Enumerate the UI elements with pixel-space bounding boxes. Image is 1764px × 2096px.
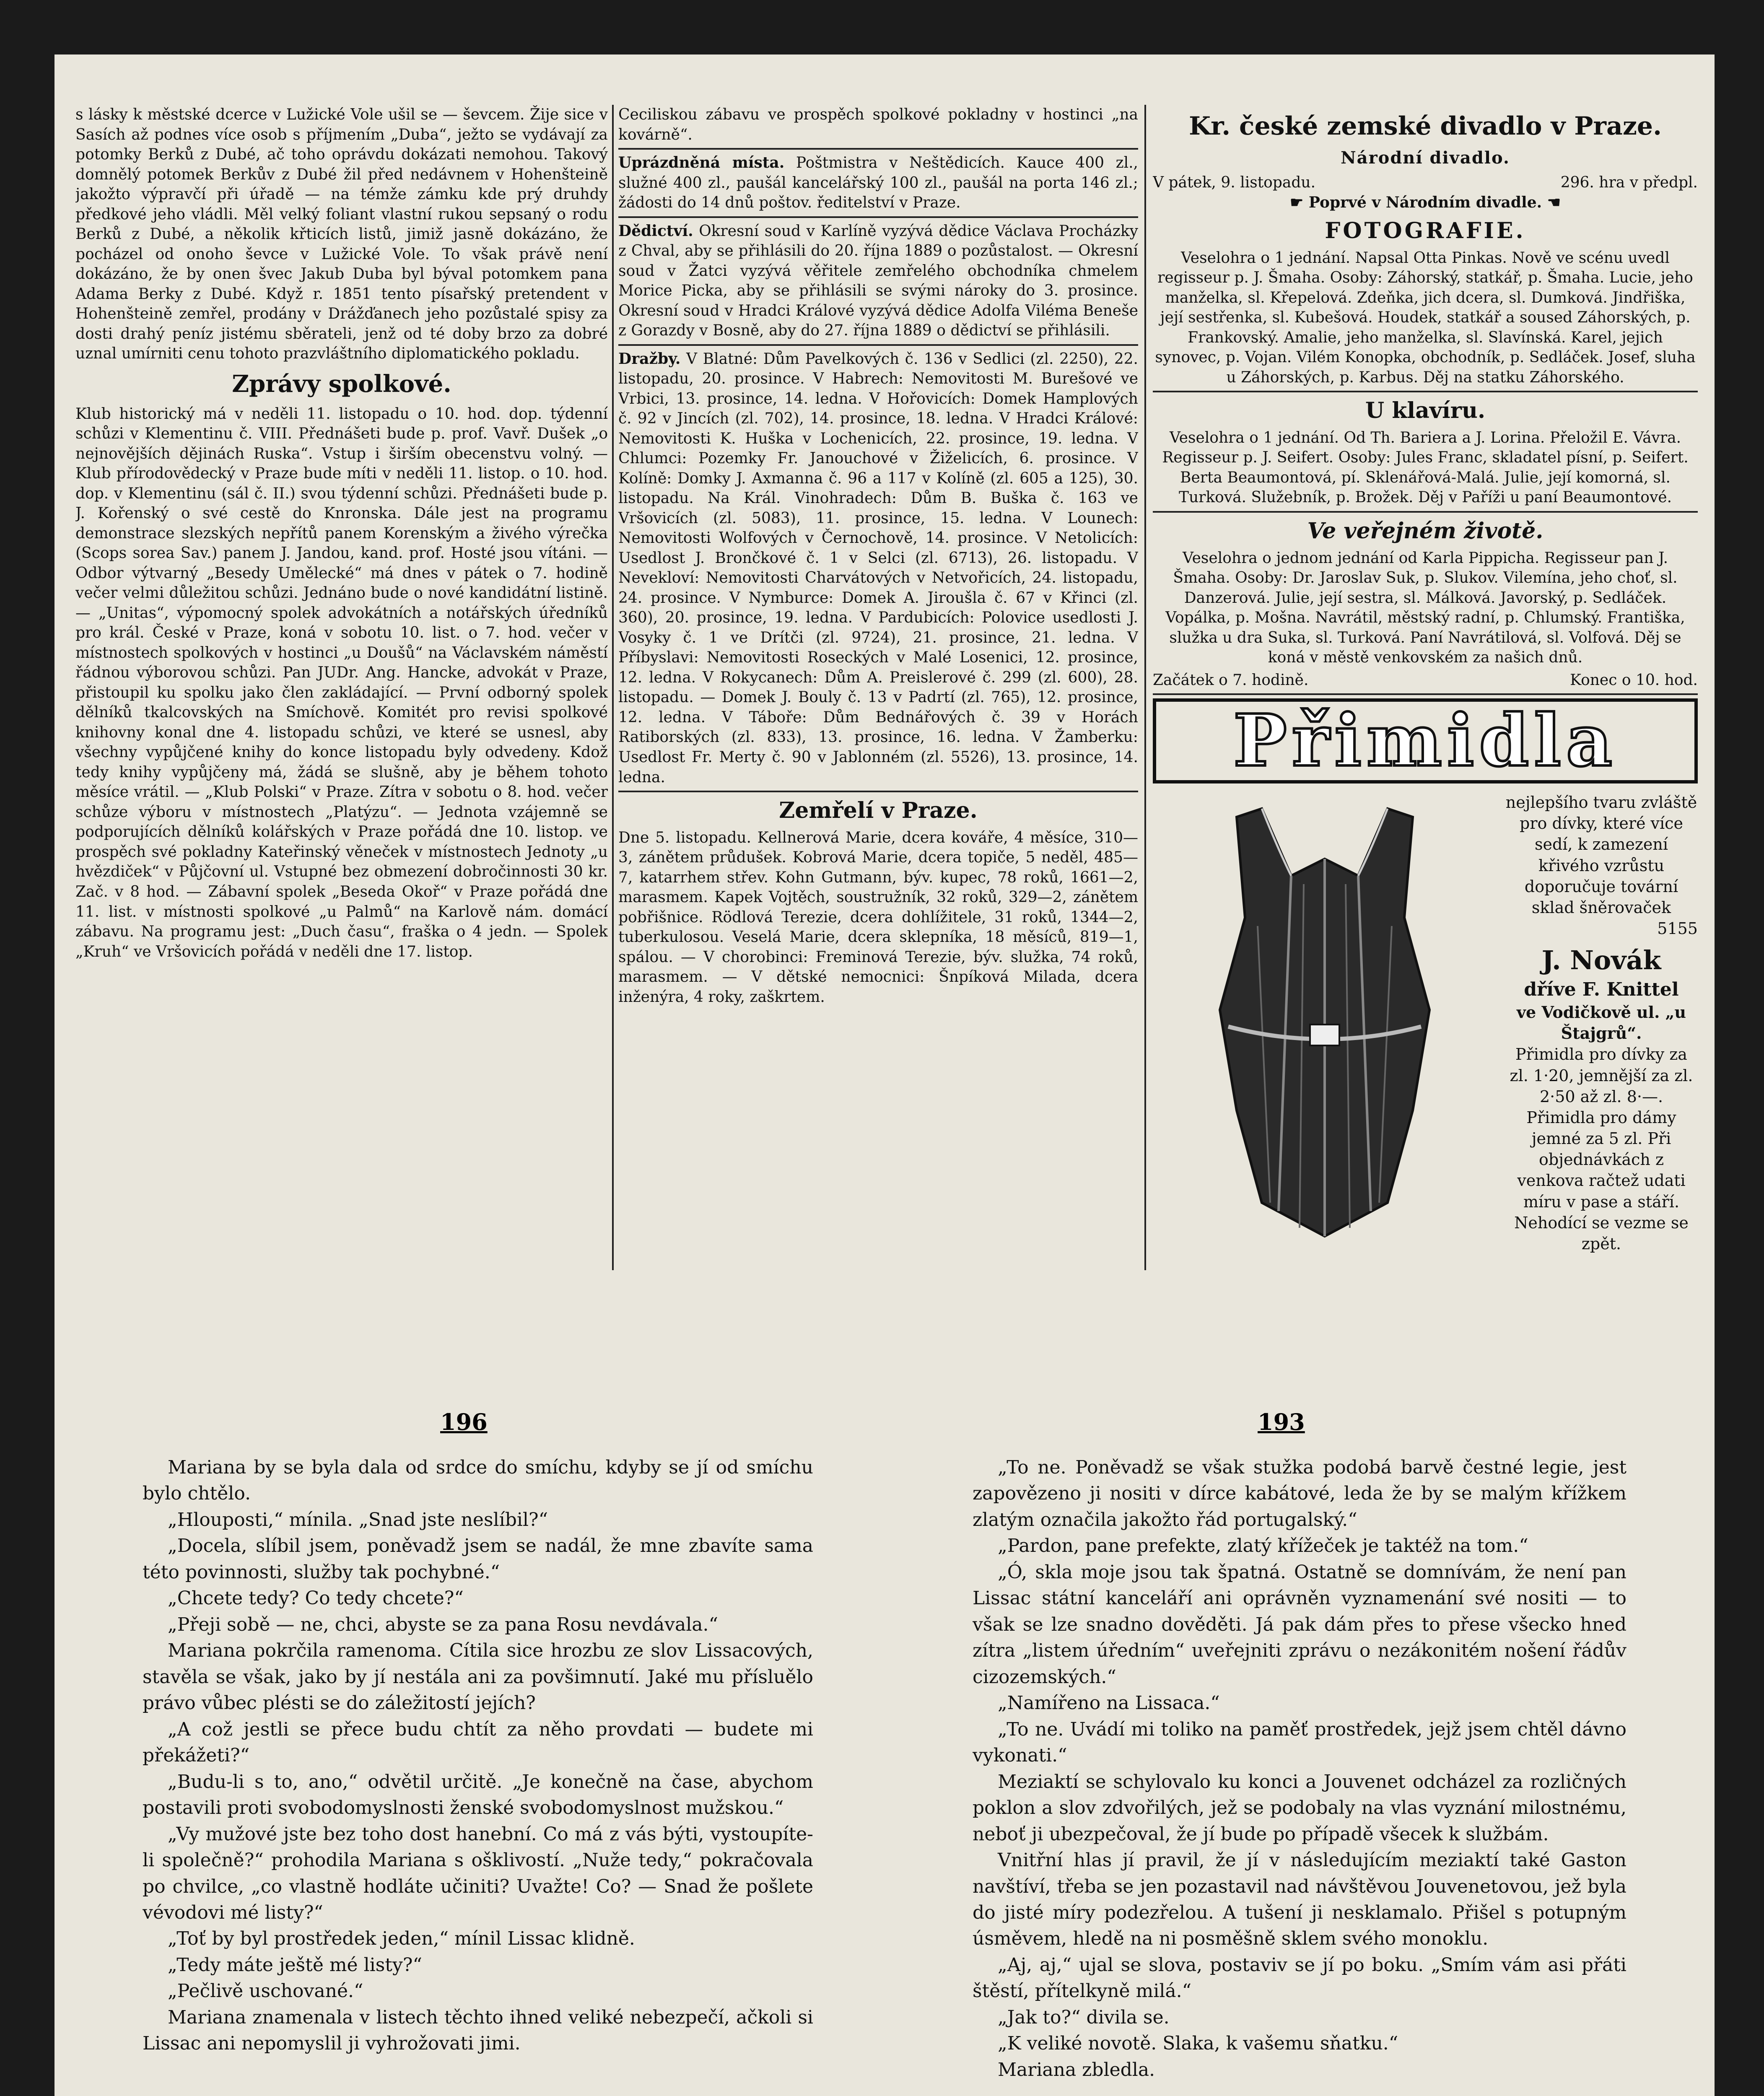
novel-paragraph: „Vy mužové jste bez toho dost hanební. Co má z vás býti, vystoupíte-li společně?“ prohodila Mariana s ošklivostí. „Nuže tedy,“ pokračovala po chvilce, „co vlastně hodláte učiniti? Uvažte! Co? — Snad že pošlete vévodovi mé listy?“ — [143, 1823, 813, 1923]
inheritance-text: Okresní soud v Karlíně vyzývá dědice Václava Procházky z Chval, aby se přihlásili do 20. října 1889 o pozůstalost. — Okresní soud v Žatci vyzývá věřitele zemřelého obchodníka chmelem Morice Picka, aby se přihlásili se svými nároky do 3. prosince. Okresní soud v Hradci Králové vyzývá dědice Adolfa Viléma Beneše z Gorazdy v Bosně, aby do 27. října 1889 o dědictví se přihlásili. — [618, 222, 1138, 340]
column-divider — [1144, 105, 1146, 1270]
ad-prices: Přimidla pro dívky za zl. 1·20, jemnější za zl. 2·50 až zl. 8·—. Přimidla pro dámy jemné za 5 zl. Při objednávkách z venkova račtež udati míru v pase a stáří. Nehodící se vezme se zpět. — [1510, 1045, 1693, 1253]
play-times-row — [1153, 670, 1698, 690]
novel-paragraph: „A což jestli se přece budu chtít za něho provdati — budete mi překážeti?“ — [143, 1718, 813, 1767]
pointing-hand-icon: ☛ — [1290, 193, 1304, 211]
novel-paragraph: „Přeji sobě — ne, chci, abyste se za pana Rosu nevdávala.“ — [168, 1614, 718, 1635]
novel-paragraph: „Docela, slíbil jsem, poněvadž jsem se nadál, že mne zbavíte sama této povinnosti, služby tak pochybné.“ — [143, 1535, 813, 1583]
column-divider — [612, 105, 614, 1270]
ad-address: ve Vodičkově ul. „u Štajgrů“. — [1516, 1003, 1686, 1043]
ad-code: 5155 — [1657, 919, 1698, 938]
ad-description: nejlepšího tvaru zvláště pro dívky, které více sedí, k zamezení křivého vzrůstu doporučuje tovární sklad šněrovaček — [1505, 793, 1697, 917]
section-heading-club-news: Zprávy spolkové. — [232, 370, 451, 398]
divider — [1153, 391, 1698, 392]
ad-previous-owner: dříve F. Knittel — [1524, 979, 1679, 1001]
club-news-text: Klub historický má v neděli 11. listopadu o 10. hod. dop. týdenní schůzi v Klementinu č. VIII. Přednášeti bude p. prof. Vavř. Dušek „o nejnovějších dějinách Ruska“. Vstup i širším obecenstvu volný. — Klub přírodovědecký v Praze bude míti v neděli 11. listop. o 10. hod. dop. v Klementinu (sál č. II.) svou týdenní schůzi. Přednášeti bude p. J. Kořenský o své cestě do Knronska. Dále jest na programu demonstrace slezských nepřítů panem Korenským a živého výrečka (Scops sorea Sav.) panem J. Jandou, kand. prof. Hosté jsou vítáni. — Odbor výtvarný „Besedy Umělecké“ má dnes v pátek o 7. hodině večer velmi důležitou schůzi. Jednáno bude o nové kandidátní listině. — „Unitas“, výpomocný spolek advokátních a notářských úředníků pro král. České v Praze, koná v sobotu 10. list. o 7. hod. večer v místnostech spolkových v hostinci „u Doušů“ na Václavském náměstí řádnou výborovou schůzi. Pan JUDr. Ang. Hancke, advokát v Praze, přistoupil ku spolku jako člen zakládající. — První odborný spolek dělníků tkalcovských na Smíchově. Komitét pro revisi spolkové knihovny konal dne 4. listopadu schůzi, ve které se usnesl, aby všechny vypůjčené knihy do konce listopadu byly odvedeny. Kdož tedy knihy vypůjčeny má, žádá se slušně, aby je během tohoto měsíce vrátil. — „Klub Polski“ v Praze. Zítra v sobotu o 8. hod. večer schůze výboru v místnostech „Platýzu“. — Jednota vzájemně se podporujících dělníků kolářských v Praze pořádá dne 10. listop. ve prospěch své pokladny Kateřinský věneček v místnostech Jednoty „u hvězdiček“ v Půjčovní ul. Vstupné bez obmezení dobročinnosti 30 kr. Zač. v 8 hod. — Zábavní spolek „Beseda Okoř“ v Praze pořádá dne 11. list. v místnosti spolkové „u Palmů“ na Karlově nám. domácí zábavu. Na programu jest: „Duch času“, fraška o 4 jedn. — Spolek „Kruh“ ve Vršovicích pořádá v neděli dne 17. listop. — [75, 405, 608, 960]
novel-paragraph: „Pečlivě uschované.“ — [168, 1980, 363, 2002]
vacancies-text: Poštmistra v Neštědicích. Kauce 400 zl., služné 400 zl., paušál kancelářský 100 zl., paušál na porta 146 zl.; žádosti do 14 dnů poštov. ředitelství v Praze. — [618, 154, 1138, 212]
theatre-heading: Kr. české zemské divadlo v Praze. — [1189, 112, 1662, 141]
corset-illustration — [1153, 792, 1497, 1253]
novel-paragraph: „Budu-li s to, ano,“ odvětil určitě. „Je konečně na čase, abychom postavili proti svobodomyslnosti ženské svobodomyslnost mužskou.“ — [143, 1771, 813, 1819]
theatre-date-row — [1153, 173, 1698, 193]
novel-paragraph: „Pardon, pane prefekte, zlatý křížeček je taktéž na tom.“ — [998, 1535, 1528, 1557]
novel-right-page — [973, 1455, 1627, 2096]
column-middle — [618, 105, 1138, 1270]
pointing-hand-icon: ☚ — [1547, 193, 1561, 211]
novel-paragraph: Mariana znamenala v listech těchto ihned veliké nebezpečí, ačkoli si Lissac ani nepomyslil ji vyhrožovati jimi. — [143, 2006, 813, 2054]
ad-title: Přimidla — [1153, 698, 1698, 783]
novel-paragraph: Vnitřní hlas jí pravil, že jí v následujícím meziaktí také Gaston navštíví, třeba se jen pozastavil nad návštěvou Jouvenetovou, jež byla do jisté míry podezřelou. A tušení ji nesklamalo. Přišel s potupným úsměvem, hledě na ni posměšně sklem svého monoklu. — [973, 1850, 1627, 1950]
inheritance-label: Dědictví. — [618, 222, 693, 240]
theatre-subheading: Národní divadlo. — [1341, 148, 1510, 168]
novel-paragraph: Meziaktí se schylovalo ku konci a Jouvenet odcházel za rozličných poklon a slov zdvořilých, jež se podobaly na vlas vyznání milostnému, neboť ji ubezpečoval, že jí bude po případě všecek k službám. — [973, 1771, 1627, 1845]
play-title-u-klaviru: U klavíru. — [1365, 398, 1486, 424]
divider — [1153, 511, 1698, 513]
divider — [618, 791, 1138, 792]
play-text-u-klaviru: Veselohra o 1 jednání. Od Th. Bariera a J. Lorina. Přeložil E. Vávra. Regisseur p. J. Seifert. Osoby: Jules Franc, skladatel písní, p. Seifert. Berta Beaumontová, pí. Sklenářová-Malá. Julie, její komorná, sl. Turková. Služebník, p. Brožek. Děj v Paříži u paní Beaumontové. — [1162, 429, 1689, 506]
deaths-text: Dne 5. listopadu. Kellnerová Marie, dcera kováře, 4 měsíce, 310—3, zánětem průdušek. Kobrová Marie, dcera topiče, 5 neděl, 485—7, katarrhem střev. Kohn Gutmann, býv. kupec, 78 roků, 1661—2, marasmem. Kapek Vojtěch, soustružník, 32 roků, 329—2, zánětem pobřišnice. Rödlová Terezie, dcera dohlížitele, 31 roků, 1344—2, tuberkulosou. Veselá Marie, dcera sklepníka, 18 měsíců, 819—1, spálou. — V chorobinci: Freminová Terezie, býv. služka, 74 roků, marasmem. — V dětské nemocnici: Šnpíková Milada, dcera inženýra, 4 roky, zaškrtem. — [618, 829, 1138, 1006]
theatre-note: Poprvé v Národním divadle. — [1308, 193, 1542, 211]
play-end: Konec o 10. hod. — [1570, 671, 1698, 689]
auctions-label: Dražby. — [618, 350, 681, 368]
divider — [1153, 693, 1698, 695]
novel-paragraph: „Aj, aj,“ ujal se slova, postaviv se jí po boku. „Smím vám asi přáti štěstí, přítelkyně milá.“ — [973, 1954, 1627, 2002]
corset-advertisement — [1153, 698, 1698, 1254]
ad-merchant-name: J. Novák — [1541, 945, 1661, 976]
auctions-notice — [618, 349, 1138, 787]
theatre-note-row — [1153, 193, 1698, 213]
play-text-verejny-zivot: Veselohra o jednom jednání od Karla Pippicha. Regisseur pan J. Šmaha. Osoby: Dr. Jaroslav Suk, p. Slukov. Vilemína, jeho choť, sl. Danzerová. Julie, její sestra, sl. Málková. Javorský, p. Sedláček. Vopálka, p. Mošna. Navrátil, městský radní, p. Chlumský. Františka, služka u dra Suka, sl. Turková. Paní Navrátilová, sl. Volfová. Děj se koná v městě venkovském za našich dnů. — [1165, 549, 1685, 667]
divider — [618, 216, 1138, 218]
theatre-date: V pátek, 9. listopadu. — [1153, 174, 1316, 191]
play-title-fotografie: FOTOGRAFIE. — [1325, 218, 1526, 244]
novel-paragraph: „Namířeno na Lissaca.“ — [998, 1692, 1220, 1714]
inheritance-notice — [618, 221, 1138, 341]
vacancies-notice — [618, 153, 1138, 213]
novel-paragraph: „Chcete tedy? Co tedy chcete?“ — [168, 1588, 464, 1609]
vacancies-label: Uprázdněná místa. — [618, 154, 785, 172]
intro-article: s lásky k městské dcerce v Lužické Vole ušil se — ševcem. Žije sice v Sasích až podnes více osob s příjmením „Duba“, ježto se vydávají za potomky Berků z Dubé, ač toho oprávdu dokázati nemohou. Takový domnělý potomek Berkův z Dubé žil před nedávnem v Hohenšteině jakožto výpravčí při úřadě — na témže zámku kde prý druhdy předkové jeho vládli. Měl velký foliant vlastní rukou sepsaný o rodu Berků z Dubé, a několik křticích listů, jimiž jasně dokázáno, že pocházel od onoho ševce v Lužické Vole. To však právě není dokázáno, že by onen švec Jakub Duba byl býval potomkem pana Adama Berky z Dubé. Když r. 1851 tento písařský pretendent v Hohenšteině zemřel, prodány v Drážďanech jeho pozůstalé spisy za dosti drahý peníz jistému sběrateli, jenž od té doby brzo za dobré uznal umírniti cenu tohoto prazvláštního diplomatického pokladu. — [75, 106, 608, 363]
play-text-fotografie: Veselohra o 1 jednání. Napsal Otta Pinkas. Nově ve scénu uvedl regisseur p. J. Šmaha. Osoby: Záhorský, statkář, p. Šmaha. Lucie, jeho manželka, sl. Křepelová. Zdeňka, jich dcera, sl. Dumková. Jindřiška, její sestřenka, sl. Kubešová. Houdek, statkář a soused Záhorských, p. Frankovský. Amalie, jeho manželka, sl. Slavínská. Karel, jejich synovec, p. Vojan. Vilém Konopka, obchodník, p. Sedláček. Josef, sluha u Záhorských, p. Karbus. Děj na statku Záhorského. — [1155, 249, 1696, 386]
novel-paragraph: „Jak to?“ divila se. — [998, 2006, 1170, 2028]
novel-left-page-number: 196 — [440, 1409, 488, 1435]
newspaper-page — [54, 54, 1715, 2096]
novel-paragraph: Mariana pokrčila ramenoma. Cítila sice hrozbu ze slov Lissacových, stavěla se však, jako by jí nestála ani za povšimnutí. Jaké mu přísluělo právo vůbec plésti se do záležitostí jejích? — [143, 1640, 813, 1714]
novel-paragraph: Mariana by se byla dala od srdce do smíchu, kdyby se jí od smíchu bylo chtělo. — [143, 1457, 813, 1505]
novel-paragraph: „To ne. Poněvadž se však stužka podobá barvě čestné legie, jest zapovězeno ji nositi v dírce kabátové, leda že by se malým křížkem zlatým označila jakožto řád portugalský.“ — [973, 1457, 1627, 1530]
play-title-verejny-zivot: Ve veřejném životě. — [1307, 518, 1544, 544]
theatre-performance: 296. hra v předpl. — [1560, 174, 1698, 191]
deaths-heading: Zemřelí v Praze. — [779, 798, 978, 824]
novel-paragraph: Mariana zbledla. — [998, 2059, 1155, 2080]
column-right — [1153, 105, 1698, 1279]
play-start: Začátek o 7. hodině. — [1153, 671, 1309, 689]
middle-top-text: Ceciliskou zábavu ve prospěch spolkové pokladny v hostinci „na kovárně“. — [618, 106, 1138, 143]
novel-paragraph: „Toť by byl prostředek jeden,“ mínil Lissac klidně. — [168, 1928, 635, 1950]
novel-paragraph: „Ó, skla moje jsou tak špatná. Ostatně se domnívám, že není pan Lissac státní kanceláří ani oprávněn vyznamenání své nositi — to však se lze snadno dověděti. Já pak dám přes to přese všecko hned zítra „listem úředním“ uveřejniti zprávu o nezákonitém nošení řádův cizozemských.“ — [973, 1561, 1627, 1688]
auctions-text: V Blatné: Dům Pavelkových č. 136 v Sedlici (zl. 2250), 22. listopadu, 20. prosince. V Habrech: Nemovitosti M. Burešové ve Vrbici, 13. prosince, 14. ledna. V Hořovicích: Domek Hamplových č. 92 v Jincích (zl. 702), 14. prosince, 18. ledna. V Hradci Králové: Nemovitosti K. Huška v Lochenicích, 22. prosince, 19. ledna. V Chlumci: Pozemky Fr. Janouchové v Žiželicích, 6. prosince. V Kolíně: Domky J. Axmanna č. 96 a 117 v Kolíně (zl. 605 a 125), 30. listopadu. Na Král. Vinohradech: Dům B. Buška č. 163 ve Vršovicích (zl. 5083), 11. prosince, 15. ledna. V Lounech: Nemovitosti Wolfových v Černochově, 14. prosince. V Netolicích: Usedlost J. Brončkové č. 1 v Selci (zl. 6713), 26. listopadu. V Nevekloví: Nemovitosti Charvátových v Netvořicích, 24. listopadu, 24. prosince. V Nymburce: Domek A. Jiroušla č. 67 v Křinci (zl. 360), 20. prosince, 19. ledna. V Pardubicích: Polovice usedlosti J. Vosyky č. 1 ve Drítči (zl. 9724), 21. prosince, 21. ledna. V Příbyslavi: Nemovitosti Roseckých v Malé Losenici, 12. prosince, 12. ledna. V Rokycanech: Dům A. Preislerové č. 299 (zl. 600), 28. listopadu. — Domek J. Bouly č. 13 v Padrtí (zl. 765), 12. prosince, 12. ledna. V Táboře: Dům Bednářových č. 39 v Horách Ratiborských (zl. 833), 13. prosince, 16. ledna. V Žamberku: Usedlost Fr. Merty č. 90 v Jablonném (zl. 5526), 13. prosince, 14. ledna. — [618, 350, 1138, 786]
divider — [618, 148, 1138, 150]
novel-paragraph: „To ne. Uvádí mi toliko na paměť prostředek, jejž jsem chtěl dávno vykonati.“ — [973, 1718, 1627, 1767]
column-left — [75, 105, 608, 1270]
novel-right-page-number: 193 — [1258, 1409, 1305, 1435]
divider — [618, 344, 1138, 346]
novel-paragraph: „Tedy máte ještě mé listy?“ — [168, 1954, 422, 1976]
novel-paragraph: „K veliké novotě. Slaka, k vašemu sňatku.“ — [998, 2033, 1398, 2054]
novel-left-page — [143, 1455, 813, 2096]
novel-paragraph: „Hlouposti,“ mínila. „Snad jste neslíbil?“ — [168, 1509, 548, 1530]
